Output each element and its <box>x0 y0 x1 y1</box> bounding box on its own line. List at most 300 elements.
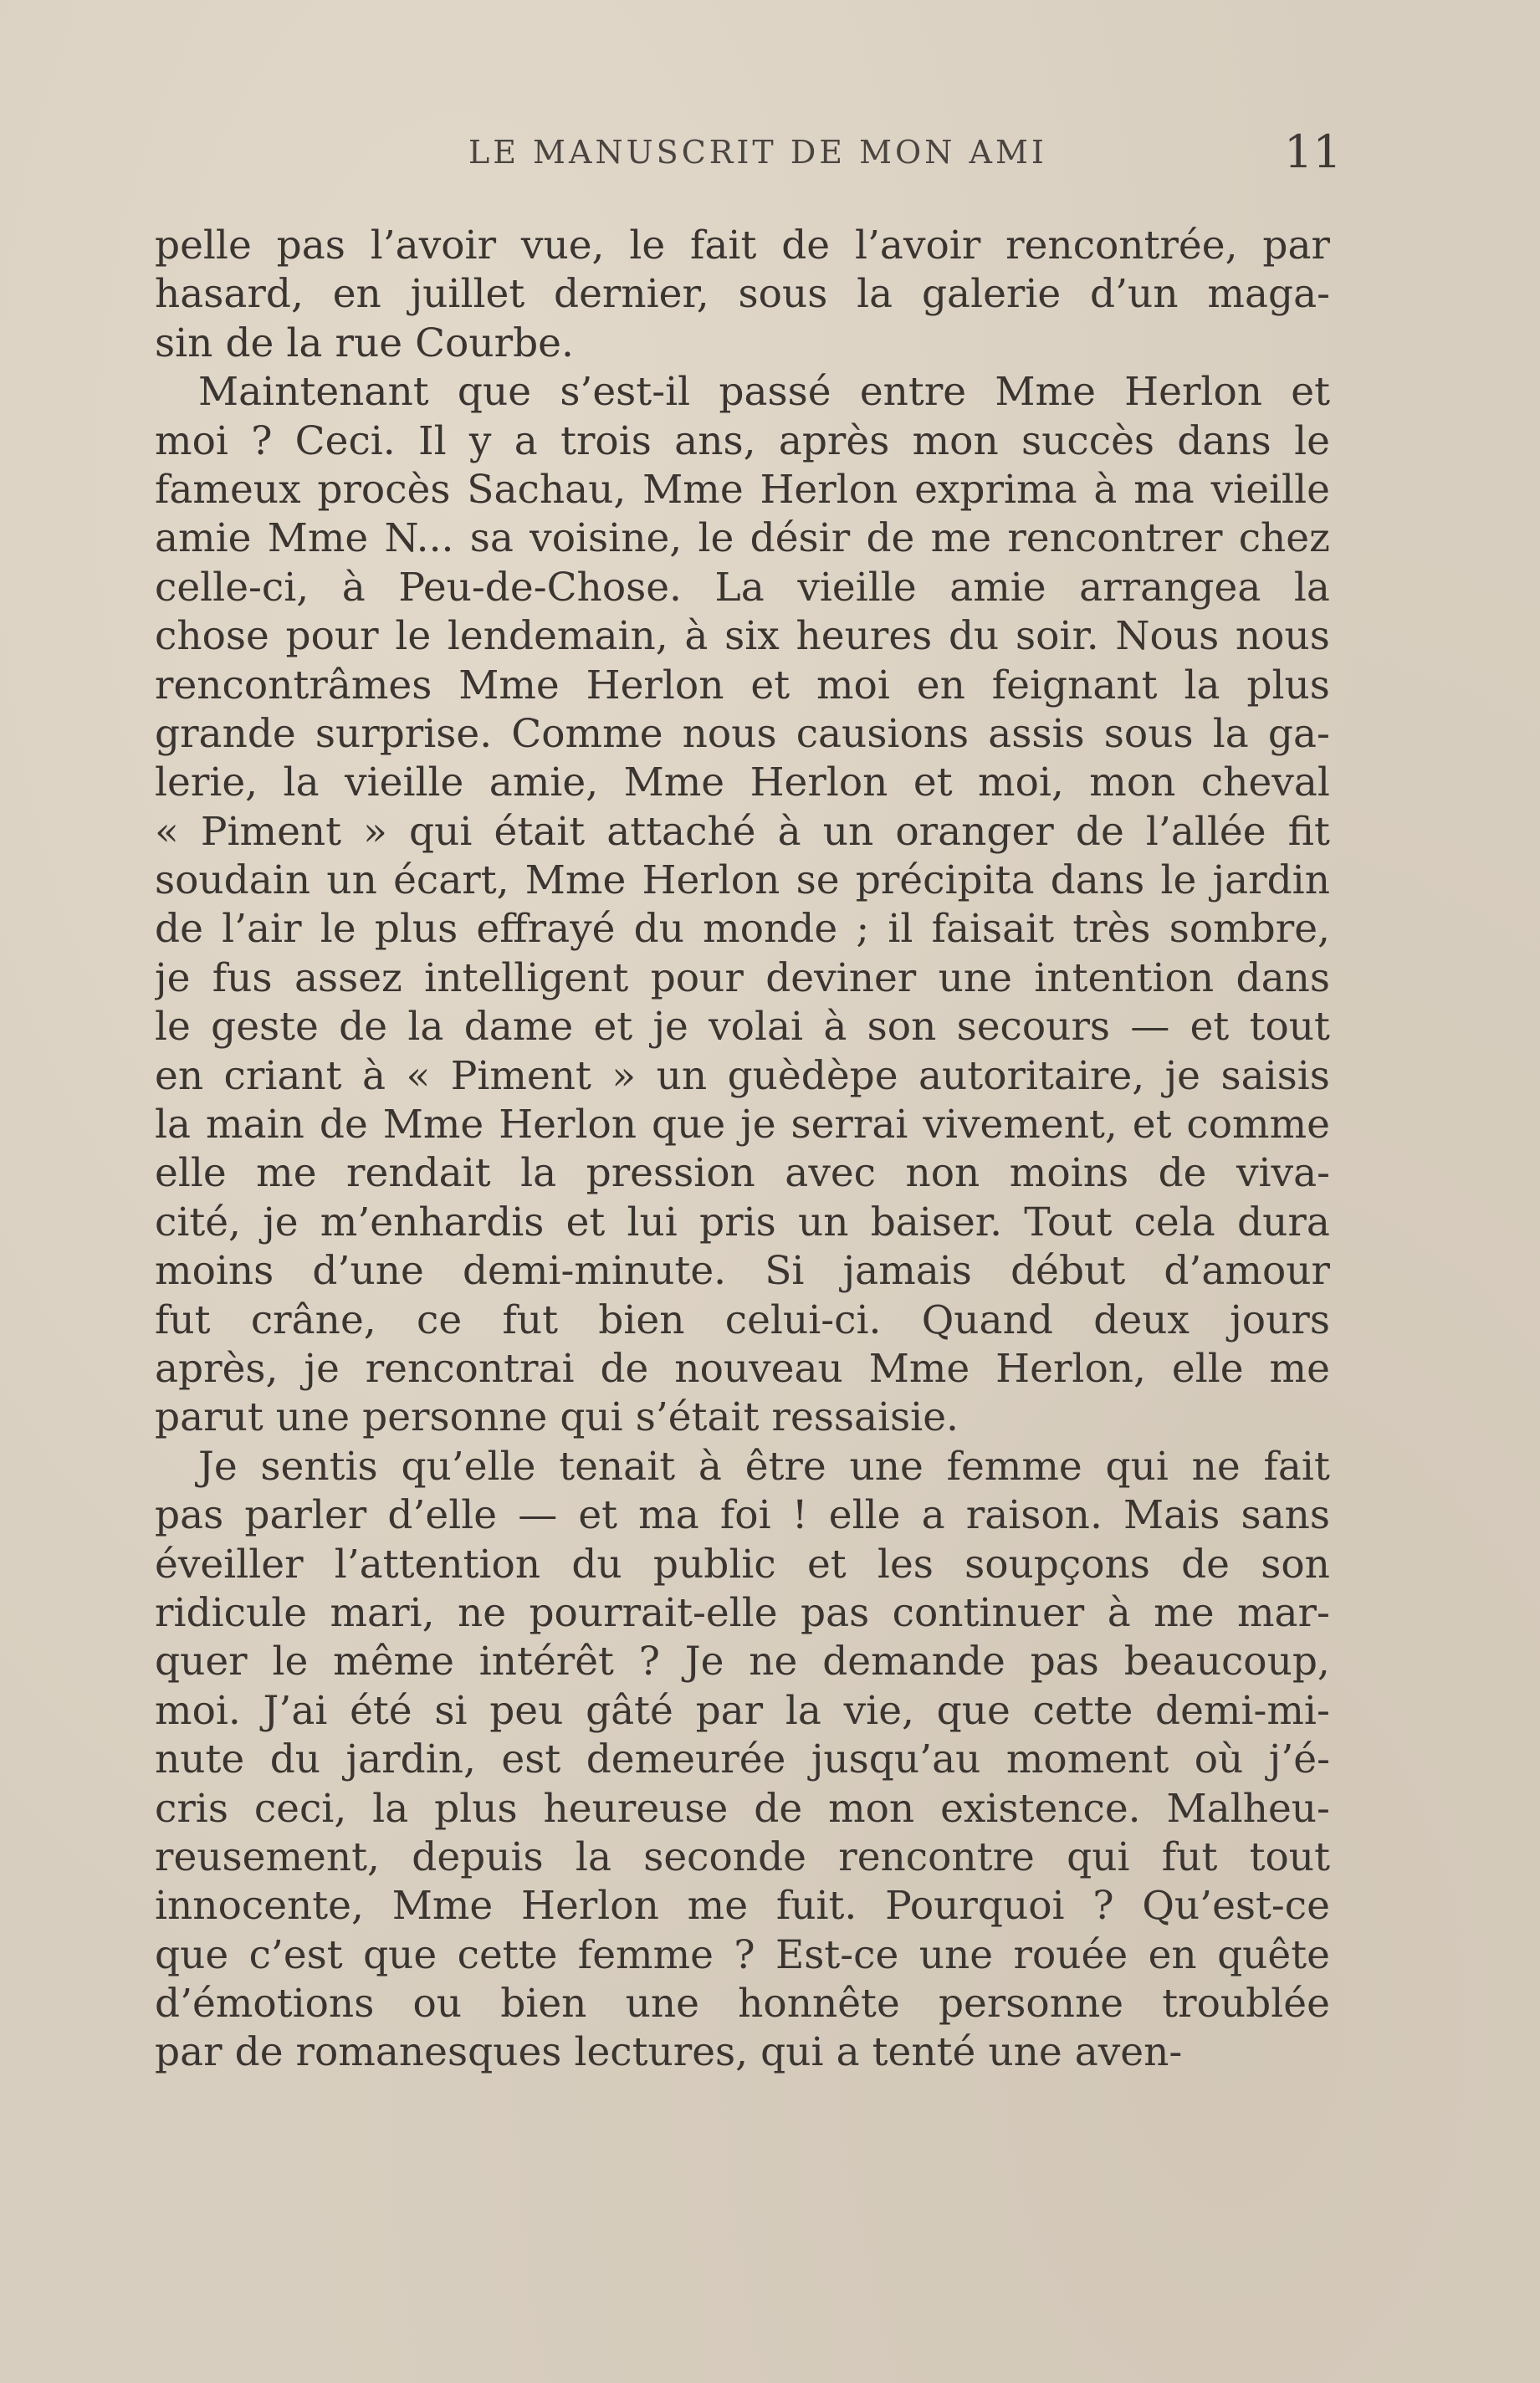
word: la <box>857 271 893 318</box>
word: pelle <box>155 222 252 268</box>
word: dura <box>1237 1199 1330 1245</box>
word: ne <box>457 1589 507 1636</box>
word: amie <box>155 515 252 562</box>
word: aven- <box>1074 2029 1183 2076</box>
word: et <box>913 759 953 806</box>
word: et <box>806 1541 847 1588</box>
word: dans <box>1050 857 1145 904</box>
word: Courbe. <box>415 320 574 366</box>
word: que <box>652 1102 726 1148</box>
word: innocente, <box>155 1883 364 1930</box>
text-line <box>155 1785 1330 1833</box>
word: moment <box>1005 1736 1169 1783</box>
word: vieille <box>345 759 464 806</box>
word: plus <box>1246 662 1330 708</box>
word: viva- <box>1236 1150 1330 1197</box>
text-line <box>155 1833 1330 1882</box>
word: tout <box>1249 1833 1330 1880</box>
word: qui <box>560 1394 623 1441</box>
word: continuer <box>892 1589 1085 1636</box>
word: — <box>1130 1004 1170 1051</box>
word: autoritaire, <box>918 1052 1145 1099</box>
word: assez <box>294 954 402 1001</box>
word: a <box>921 1492 945 1539</box>
word: moins <box>1009 1150 1129 1197</box>
word: était <box>494 808 586 855</box>
word: me <box>1269 1345 1330 1392</box>
word: fait <box>690 222 757 268</box>
word: beaucoup, <box>1123 1639 1330 1685</box>
word: ? <box>638 1639 660 1685</box>
word: cheval <box>1200 759 1330 806</box>
word: début <box>1010 1248 1126 1295</box>
word: de <box>1158 1150 1207 1197</box>
word: honnête <box>738 1981 900 2028</box>
word: le <box>698 515 734 562</box>
word: qui <box>1067 1833 1130 1880</box>
word: éveiller <box>155 1541 304 1588</box>
word: Herlon <box>521 1883 659 1930</box>
word: amie, <box>489 759 599 806</box>
word: à <box>777 808 801 855</box>
word: parler <box>244 1492 367 1539</box>
word: la <box>286 320 323 366</box>
word: femme <box>946 1443 1082 1490</box>
word: la <box>407 1004 444 1051</box>
word: l’allée <box>1145 808 1266 855</box>
word: de <box>754 1785 803 1832</box>
word: quer <box>155 1639 248 1685</box>
word: Piment <box>450 1052 591 1099</box>
word: ma <box>1133 466 1195 513</box>
word: demi-mi- <box>1154 1687 1330 1734</box>
paragraph <box>155 222 1330 368</box>
word: celle-ci, <box>155 564 310 611</box>
text-line <box>155 514 1330 563</box>
word: en <box>1148 1931 1197 1978</box>
text-line <box>155 2028 1330 2077</box>
word: et <box>1190 1004 1230 1051</box>
word: sentis <box>260 1443 378 1490</box>
word: à <box>362 1052 386 1099</box>
word: elle <box>155 1150 227 1197</box>
word: d’amour <box>1164 1248 1330 1295</box>
word: comme <box>1186 1102 1330 1148</box>
word: je <box>1164 1052 1200 1099</box>
word: J’ai <box>263 1687 328 1734</box>
word: une <box>625 1981 699 2028</box>
text-line <box>155 1149 1330 1198</box>
word: jours <box>1230 1296 1330 1343</box>
word: soupçons <box>964 1541 1150 1588</box>
word: un <box>326 857 377 904</box>
word: se <box>796 857 840 904</box>
word: chose <box>155 613 269 660</box>
word: que <box>457 369 532 416</box>
word: elle <box>828 1492 901 1539</box>
word: fit <box>1287 808 1330 855</box>
word: lui <box>627 1199 678 1245</box>
word: moi, <box>978 759 1064 806</box>
word: Herlon <box>750 759 888 806</box>
word: par <box>695 1687 764 1734</box>
word: nous <box>1235 613 1330 660</box>
body-text <box>155 222 1330 2078</box>
text-line <box>155 417 1330 466</box>
text-line <box>155 1296 1330 1345</box>
word: la <box>372 1785 409 1832</box>
word: entre <box>859 369 967 416</box>
word: succès <box>1021 417 1155 464</box>
word: la <box>1212 710 1249 757</box>
word: être <box>744 1443 826 1490</box>
word: grande <box>155 710 296 757</box>
text-line <box>155 1491 1330 1540</box>
word: s’était <box>635 1394 760 1441</box>
text-line <box>155 222 1330 270</box>
word: de <box>339 1004 388 1051</box>
text-line <box>155 710 1330 759</box>
word: en <box>155 1052 204 1099</box>
word: me <box>930 515 992 562</box>
word: de <box>781 222 831 268</box>
word: rencontrâmes <box>155 662 432 708</box>
word: qui <box>1105 1443 1169 1490</box>
word: hasard, <box>155 271 304 318</box>
word: et <box>1132 1102 1172 1148</box>
paragraph <box>155 1443 1330 2078</box>
text-line <box>155 954 1330 1003</box>
word: je <box>263 1199 299 1245</box>
word: précipita <box>855 857 1035 904</box>
word: ga- <box>1267 710 1330 757</box>
word: une <box>849 1443 923 1490</box>
word: saisis <box>1220 1052 1330 1099</box>
word: Mme <box>642 466 744 513</box>
word: Mme <box>267 515 369 562</box>
word: Peu-de-Chose. <box>398 564 682 611</box>
word: deux <box>1093 1296 1190 1343</box>
word: oranger <box>895 808 1054 855</box>
word: Si <box>765 1248 805 1295</box>
word: rencontrée, <box>1005 222 1238 268</box>
word: tenté <box>872 2029 976 2076</box>
word: fuit. <box>775 1883 857 1930</box>
word: secours <box>956 1004 1111 1051</box>
word: l’air <box>222 906 302 953</box>
text-line <box>155 759 1330 807</box>
word: du <box>269 1736 321 1783</box>
word: de <box>1075 808 1124 855</box>
word: faisait <box>931 906 1055 953</box>
word: avec <box>785 1150 877 1197</box>
word: un <box>656 1052 708 1099</box>
word: il <box>888 906 913 953</box>
word: ce <box>417 1296 463 1343</box>
word: femme <box>577 1931 714 1978</box>
word: ? <box>1092 1883 1114 1930</box>
word: de <box>225 320 274 366</box>
text-line <box>155 1247 1330 1296</box>
word: Tout <box>1024 1199 1113 1245</box>
word: où <box>1194 1736 1244 1783</box>
word: fut <box>1161 1833 1218 1880</box>
word: ne <box>749 1639 798 1685</box>
word: volai <box>709 1004 804 1051</box>
word: de <box>600 1345 649 1392</box>
text-line <box>155 1882 1330 1930</box>
text-line <box>155 905 1330 954</box>
word: fut <box>502 1296 558 1343</box>
word: après <box>778 417 890 464</box>
word: pourrait-elle <box>529 1589 778 1636</box>
word: ou <box>412 1981 463 2028</box>
word: causions <box>796 710 970 757</box>
text-line <box>155 1052 1330 1101</box>
word: pas <box>1030 1639 1099 1685</box>
word: surprise. <box>315 710 493 757</box>
word: moi <box>816 662 890 708</box>
word: ne <box>1191 1443 1241 1490</box>
text-line <box>155 1638 1330 1686</box>
word: c’est <box>248 1931 343 1978</box>
word: main <box>206 1102 304 1148</box>
word: demande <box>822 1639 1005 1685</box>
text-line <box>155 662 1330 710</box>
word: Qu’est-ce <box>1142 1883 1330 1930</box>
word: qui <box>760 2029 824 2076</box>
word: pour <box>285 613 379 660</box>
word: la <box>575 1833 611 1880</box>
word: les <box>877 1541 934 1588</box>
word: pour <box>650 954 744 1001</box>
word: et <box>593 1004 633 1051</box>
word: pas <box>155 1492 224 1539</box>
word: voisine, <box>530 515 683 562</box>
word: pression <box>586 1150 755 1197</box>
word: bien <box>500 1981 587 2028</box>
word: s’est-il <box>560 369 691 416</box>
word: demeurée <box>586 1736 786 1783</box>
word: la <box>155 1102 192 1148</box>
word: mar- <box>1236 1589 1330 1636</box>
word: à <box>1093 466 1118 513</box>
text-line <box>155 1199 1330 1247</box>
word: par <box>155 2029 223 2076</box>
word: une <box>938 954 1012 1001</box>
word: demi-minute. <box>462 1248 727 1295</box>
word: le <box>155 1004 191 1051</box>
running-title: LE MANUSCRIT DE MON AMI <box>468 134 1047 171</box>
word: sa <box>469 515 514 562</box>
word: me <box>687 1883 749 1930</box>
word: un <box>797 1199 849 1245</box>
word: ceci, <box>253 1785 347 1832</box>
word: d’une <box>312 1248 424 1295</box>
word: lendemain, <box>447 613 668 660</box>
word: mon <box>828 1785 915 1832</box>
word: exprima <box>914 466 1077 513</box>
word: plus <box>374 906 458 953</box>
word: elle <box>1171 1345 1244 1392</box>
word: je <box>652 1004 688 1051</box>
word: Mme <box>623 759 725 806</box>
word: heureuse <box>543 1785 729 1832</box>
word: soir. <box>1016 613 1099 660</box>
word: passé <box>719 369 831 416</box>
word: Mme <box>391 1883 494 1930</box>
word: et <box>750 662 790 708</box>
word: me <box>256 1150 317 1197</box>
word: chez <box>1238 515 1330 562</box>
word: Herlon <box>499 1102 637 1148</box>
word: N... <box>384 515 454 562</box>
word: moi <box>155 417 228 464</box>
word: j’é- <box>1268 1736 1330 1783</box>
word: Mme <box>868 1345 970 1392</box>
word: un <box>822 808 874 855</box>
word: ans, <box>674 417 756 464</box>
word: lectures, <box>574 2029 749 2076</box>
word: nous <box>682 710 777 757</box>
word: a <box>514 417 538 464</box>
word: désir <box>750 515 851 562</box>
word: trois <box>560 417 652 464</box>
word: crâne, <box>250 1296 376 1343</box>
word: fameux <box>155 466 301 513</box>
word: Herlon <box>1124 369 1263 416</box>
word: dans <box>1177 417 1271 464</box>
word: sous <box>1103 710 1194 757</box>
word: rencontrer <box>1007 515 1223 562</box>
word: maga- <box>1207 271 1330 318</box>
word: raison. <box>965 1492 1103 1539</box>
word: cela <box>1133 1199 1215 1245</box>
word: le <box>395 613 432 660</box>
word: le <box>272 1639 309 1685</box>
word: existence. <box>940 1785 1141 1832</box>
word: je <box>740 1102 776 1148</box>
word: nouveau <box>674 1345 843 1392</box>
word: Mme <box>382 1102 484 1148</box>
word: de <box>155 906 203 953</box>
word: non <box>905 1150 980 1197</box>
word: du <box>948 613 1000 660</box>
word: plus <box>434 1785 518 1832</box>
word: que <box>936 1687 1010 1734</box>
word: le <box>1294 417 1330 464</box>
word: Est-ce <box>775 1931 899 1978</box>
word: Herlon <box>586 662 724 708</box>
word: rue <box>335 320 403 366</box>
word: sans <box>1241 1492 1330 1539</box>
word: Il <box>418 417 447 464</box>
word: » <box>363 808 387 855</box>
word: Maintenant <box>198 369 429 416</box>
word: la <box>520 1150 557 1197</box>
word: peu <box>489 1687 564 1734</box>
text-line <box>155 857 1330 905</box>
word: Mme <box>458 662 560 708</box>
word: le <box>629 222 666 268</box>
word: moi. <box>155 1687 241 1734</box>
word: dernier, <box>554 271 709 318</box>
word: cette <box>457 1931 558 1978</box>
text-line <box>155 1393 1330 1442</box>
word: du <box>571 1541 622 1588</box>
word: mari, <box>330 1589 435 1636</box>
word: Quand <box>921 1296 1053 1343</box>
text-line <box>155 1687 1330 1736</box>
word: l’attention <box>334 1541 541 1588</box>
word: lerie, <box>155 759 258 806</box>
word: guèdèpe <box>727 1052 898 1099</box>
word: jardin <box>1212 857 1330 904</box>
word: Malheu- <box>1166 1785 1330 1832</box>
word: nute <box>155 1736 245 1783</box>
word: de <box>1181 1541 1230 1588</box>
word: » <box>611 1052 637 1099</box>
paragraph <box>155 368 1330 1443</box>
word: à <box>684 613 709 660</box>
word: arrangea <box>1079 564 1261 611</box>
word: cette <box>1032 1687 1133 1734</box>
word: une <box>275 1394 350 1441</box>
word: personne <box>362 1394 548 1441</box>
text-line <box>155 1541 1330 1589</box>
word: si <box>434 1687 468 1734</box>
word: Comme <box>511 710 663 757</box>
text-line <box>155 1101 1330 1149</box>
word: galerie <box>921 271 1062 318</box>
word: mon <box>912 417 999 464</box>
word: monde <box>703 906 838 953</box>
word: Mais <box>1123 1492 1220 1539</box>
word: ridicule <box>155 1589 308 1636</box>
word: quête <box>1217 1931 1330 1978</box>
text-line <box>155 1980 1330 2028</box>
word: dans <box>1236 954 1330 1001</box>
word: « <box>406 1052 431 1099</box>
word: rouée <box>1013 1931 1128 1978</box>
word: Ceci. <box>294 417 396 464</box>
word: son <box>867 1004 937 1051</box>
word: romanesques <box>295 2029 562 2076</box>
word: fus <box>212 954 273 1001</box>
word: pas <box>276 222 345 268</box>
word: rendait <box>346 1150 491 1197</box>
word: de <box>866 515 915 562</box>
word: bien <box>598 1296 685 1343</box>
word: à <box>823 1004 847 1051</box>
word: ? <box>734 1931 755 1978</box>
word: a <box>836 2029 860 2076</box>
text-line <box>155 1443 1330 1491</box>
word: d’elle <box>387 1492 498 1539</box>
word: depuis <box>412 1833 544 1880</box>
word: fait <box>1263 1443 1330 1490</box>
word: la <box>283 759 320 806</box>
word: me <box>1154 1589 1215 1636</box>
word: après, <box>155 1345 279 1392</box>
word: troublée <box>1162 1981 1330 2028</box>
word: une <box>918 1931 994 1978</box>
word: Mme <box>995 369 1096 416</box>
word: ; <box>856 906 870 953</box>
word: Je <box>198 1443 238 1490</box>
word: Piment <box>200 808 342 855</box>
word: effrayé <box>476 906 616 953</box>
